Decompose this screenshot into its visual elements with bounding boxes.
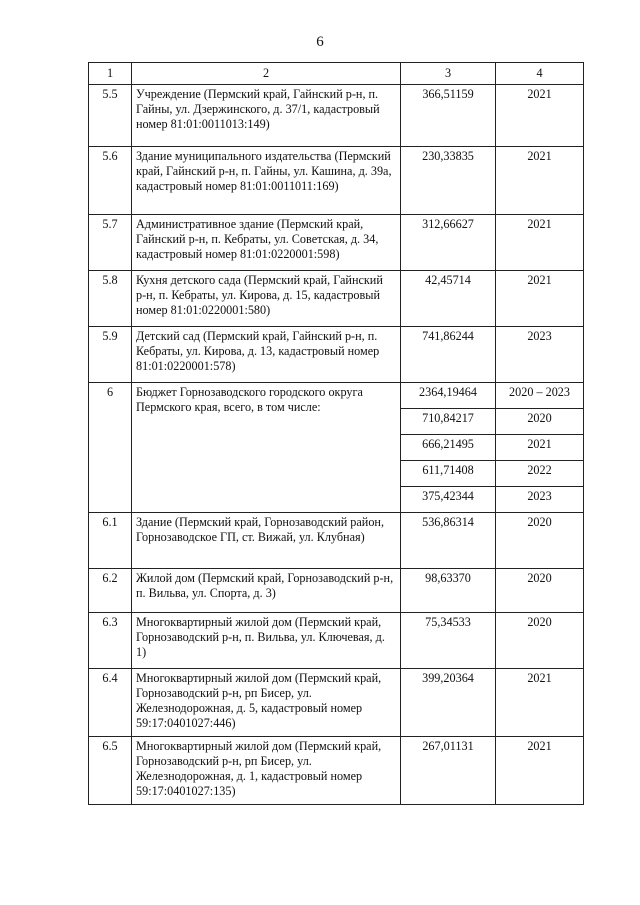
- amount-value: 536,86314: [401, 513, 496, 569]
- year-value: 2020: [496, 513, 584, 569]
- amount-value: 75,34533: [401, 613, 496, 669]
- amount-value: 741,86244: [401, 327, 496, 383]
- amount-value: 666,21495: [401, 435, 496, 461]
- amount-value: 230,33835: [401, 147, 496, 215]
- row-number: 5.6: [89, 147, 132, 215]
- row-number: 5.9: [89, 327, 132, 383]
- object-name: Многоквартирный жилой дом (Пермский край, Горнозаводский р-н, п. Вильва, ул. Ключевая, д. 1): [132, 613, 401, 669]
- page-number: 6: [316, 34, 324, 50]
- amount-value: 399,20364: [401, 669, 496, 737]
- object-name: Детский сад (Пермский край, Гайнский р-н, п. Кебраты, ул. Кирова, д. 13, кадастровый номер 81:01:0220001:578): [132, 327, 401, 383]
- amount-value: 375,42344: [401, 487, 496, 513]
- year-value: 2020: [496, 569, 584, 613]
- header-cell: 1: [89, 63, 132, 85]
- table-header-row: [89, 63, 584, 85]
- header-cell: 4: [496, 63, 584, 85]
- amount-value: 611,71408: [401, 461, 496, 487]
- table-row: [89, 147, 584, 215]
- row-number: 6.2: [89, 569, 132, 613]
- row-number: 6.3: [89, 613, 132, 669]
- row-number: 6.4: [89, 669, 132, 737]
- header-cell: 3: [401, 63, 496, 85]
- year-value: 2023: [496, 327, 584, 383]
- object-name: Здание муниципального издательства (Пермский край, Гайнский р-н, п. Гайны, ул. Кашина, д. 39а, кадастровый номер 81:01:0011011:169): [132, 147, 401, 215]
- row-number: 5.8: [89, 271, 132, 327]
- year-value: 2021: [496, 85, 584, 147]
- object-name: Учреждение (Пермский край, Гайнский р-н, п. Гайны, ул. Дзержинского, д. 37/1, кадастровый номер 81:01:0011013:149): [132, 85, 401, 147]
- group-number: 6: [89, 383, 132, 513]
- amount-value: 312,66627: [401, 215, 496, 271]
- amount-value: 42,45714: [401, 271, 496, 327]
- row-number: 5.5: [89, 85, 132, 147]
- row-number: 6.5: [89, 737, 132, 805]
- table-row: [89, 271, 584, 327]
- table-row: [89, 613, 584, 669]
- object-name: Многоквартирный жилой дом (Пермский край, Горнозаводский р-н, рп Бисер, ул. Железнодорожная, д. 5, кадастровый номер 59:17:0401027:446): [132, 669, 401, 737]
- table-row: [89, 215, 584, 271]
- year-value: 2021: [496, 669, 584, 737]
- year-value: 2020: [496, 613, 584, 669]
- data-table: [88, 62, 584, 805]
- year-value: 2021: [496, 435, 584, 461]
- year-value: 2021: [496, 147, 584, 215]
- object-name: Многоквартирный жилой дом (Пермский край, Горнозаводский р-н, рп Бисер, ул. Железнодорожная, д. 1, кадастровый номер 59:17:0401027:135): [132, 737, 401, 805]
- header-cell: 2: [132, 63, 401, 85]
- year-value: 2021: [496, 215, 584, 271]
- amount-value: 2364,19464: [401, 383, 496, 409]
- year-value: 2021: [496, 271, 584, 327]
- table-row: [89, 669, 584, 737]
- table-row: [89, 327, 584, 383]
- year-value: 2020 – 2023: [496, 383, 584, 409]
- table-row: [89, 737, 584, 805]
- group-row: [89, 383, 584, 409]
- object-name: Кухня детского сада (Пермский край, Гайнский р-н, п. Кебраты, ул. Кирова, д. 15, кадастровый номер 81:01:0220001:580): [132, 271, 401, 327]
- table-row: [89, 513, 584, 569]
- amount-value: 710,84217: [401, 409, 496, 435]
- row-number: 5.7: [89, 215, 132, 271]
- year-value: 2020: [496, 409, 584, 435]
- year-value: 2021: [496, 737, 584, 805]
- year-value: 2022: [496, 461, 584, 487]
- table-row: [89, 85, 584, 147]
- year-value: 2023: [496, 487, 584, 513]
- group-name: Бюджет Горнозаводского городского округа Пермского края, всего, в том числе:: [132, 383, 401, 513]
- object-name: Административное здание (Пермский край, Гайнский р-н, п. Кебраты, ул. Советская, д. 34, кадастровый номер 81:01:0220001:598): [132, 215, 401, 271]
- table-row: [89, 569, 584, 613]
- object-name: Жилой дом (Пермский край, Горнозаводский р-н, п. Вильва, ул. Спорта, д. 3): [132, 569, 401, 613]
- amount-value: 366,51159: [401, 85, 496, 147]
- object-name: Здание (Пермский край, Горнозаводский район, Горнозаводское ГП, ст. Вижай, ул. Клубная): [132, 513, 401, 569]
- row-number: 6.1: [89, 513, 132, 569]
- amount-value: 267,01131: [401, 737, 496, 805]
- amount-value: 98,63370: [401, 569, 496, 613]
